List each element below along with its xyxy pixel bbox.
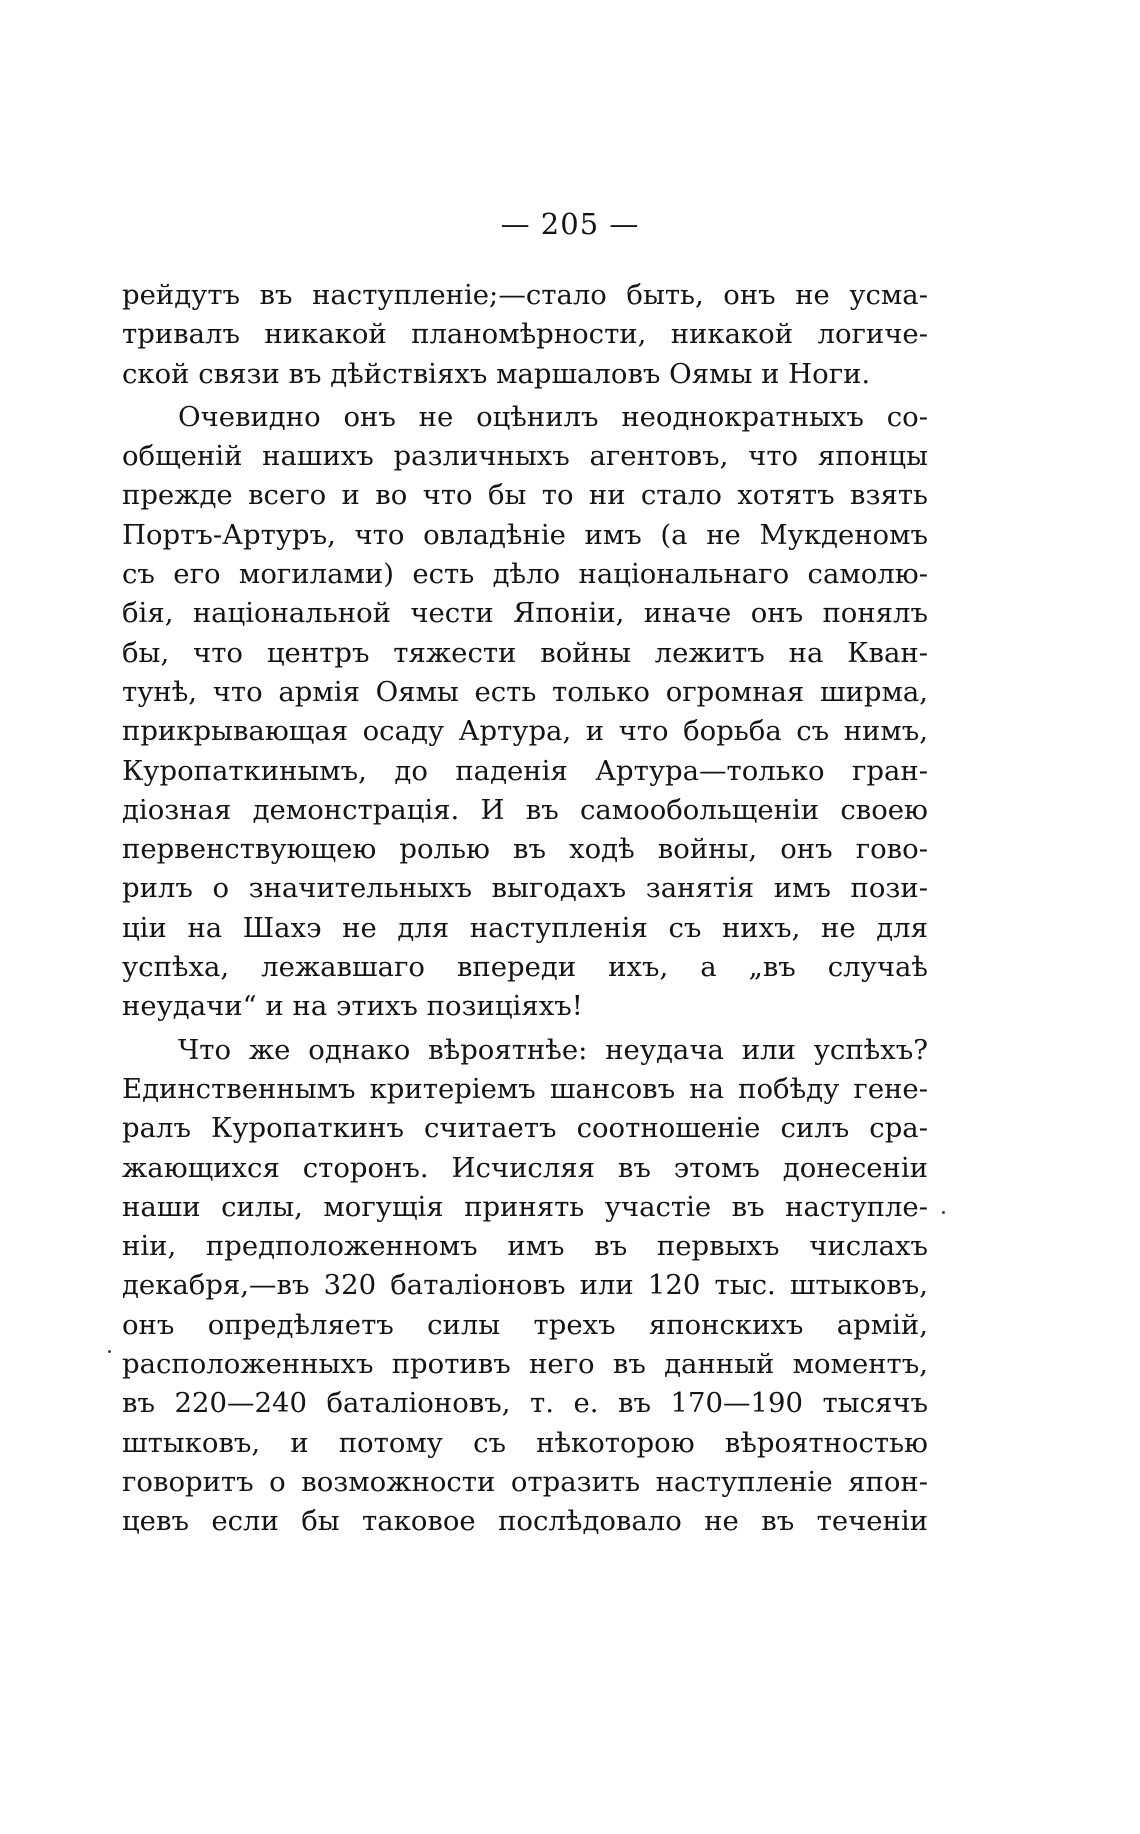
text-line: ціи на Шахэ не для наступленія съ нихъ, не для (122, 911, 928, 944)
text-line: штыковъ, и потому съ нѣкоторою вѣроятностью (122, 1426, 928, 1459)
text-line: съ его могилами) есть дѣло національнаго самолю- (122, 558, 928, 591)
text-line: первенствующею ролью въ ходѣ войны, онъ гово- (122, 833, 928, 866)
text-line: рейдутъ въ наступленіе;—стало быть, онъ не усма- (122, 279, 928, 311)
text-line: рилъ о значительныхъ выгодахъ занятія имъ пози- (122, 872, 928, 905)
text-line: Портъ-Артуръ, что овладѣніе имъ (а не Мукденомъ (122, 518, 928, 551)
body-text (122, 276, 928, 1542)
print-speck (108, 1350, 111, 1353)
print-speck (942, 1211, 945, 1214)
text-line: бія, національной чести Японіи, иначе онъ понялъ (122, 597, 928, 630)
text-line: говоритъ о возможности отразить наступленіе япон- (122, 1465, 928, 1498)
text-line: цевъ если бы таковое послѣдовало не въ теченіи (122, 1505, 928, 1538)
text-line: успѣха, лежавшаго впереди ихъ, а „въ случаѣ (122, 951, 928, 984)
text-line: въ 220—240 баталіоновъ, т. е. въ 170—190 тысячъ (122, 1387, 928, 1420)
text-line: прикрывающая осаду Артура, и что борьба съ нимъ, (122, 715, 928, 748)
text-line: Куропаткинымъ, до паденія Артура—только гран- (122, 754, 928, 787)
text-line: жающихся сторонъ. Исчисляя въ этомъ донесеніи (122, 1151, 928, 1184)
text-line: наши силы, могущія принять участіе въ наступле- (122, 1190, 928, 1223)
text-line: тунѣ, что армія Оямы есть только огромная ширма, (122, 675, 928, 708)
text-line: неудачи“ и на этихъ позиціяхъ! (122, 990, 583, 1023)
page-number: — 205 — (500, 207, 640, 241)
text-line: бы, что центръ тяжести войны лежитъ на Кван- (122, 636, 928, 669)
text-line: общеній нашихъ различныхъ агентовъ, что японцы (122, 440, 928, 473)
text-line: тривалъ никакой планомѣрности, никакой логиче- (122, 318, 928, 351)
paragraph-first-line: Очевидно онъ не оцѣнилъ неоднократныхъ со- (178, 400, 928, 433)
text-line: Единственнымъ критеріемъ шансовъ на побѣду гене- (122, 1072, 928, 1105)
text-line: діозная демонстрація. И въ самообольщеніи своею (122, 793, 928, 826)
text-line: ской связи въ дѣйствіяхъ маршаловъ Оямы и Ноги. (122, 357, 871, 390)
text-line: ніи, предположенномъ имъ въ первыхъ числахъ (122, 1230, 928, 1263)
text-line: онъ опредѣляетъ силы трехъ японскихъ армій, (122, 1308, 928, 1341)
text-line: декабря,—въ 320 баталіоновъ или 120 тыс. штыковъ, (122, 1269, 928, 1302)
paragraph-first-line: Что же однако вѣроятнѣе: неудача или успѣхъ? (178, 1033, 928, 1066)
text-line: прежде всего и во что бы то ни стало хотятъ взять (122, 479, 928, 512)
text-line: ралъ Куропаткинъ считаетъ соотношеніе силъ сра- (122, 1112, 928, 1145)
text-line: расположенныхъ противъ него въ данный моментъ, (122, 1348, 928, 1381)
